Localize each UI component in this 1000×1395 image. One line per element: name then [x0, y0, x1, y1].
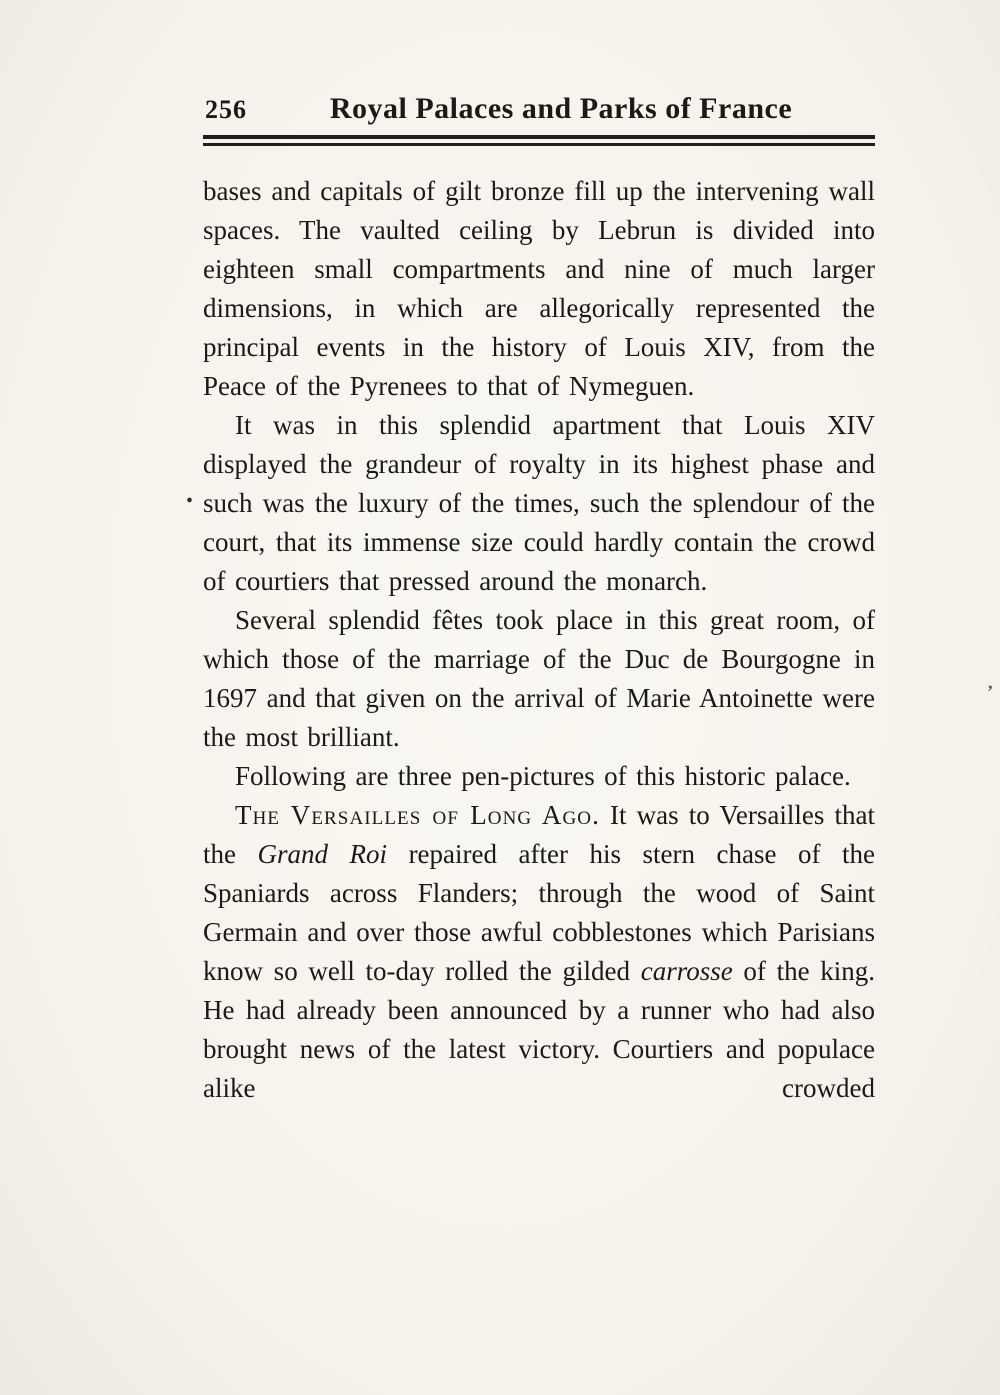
header-double-rule: [203, 135, 875, 146]
text-segment-smallcaps: The Versailles of Long Ago.: [235, 800, 600, 830]
text-segment: Following are three pen-pictures of this historic palace.: [235, 761, 851, 791]
text-block: [203, 92, 875, 1108]
paragraph: [203, 757, 875, 796]
text-segment: Several splendid fêtes took place in this great room, of which those of the marriage of the Duc de Bourgogne in 1697 and that given on the arrival of Marie Antoinette were the most brilliant.: [203, 605, 875, 752]
text-segment-italic: Grand Roi: [257, 839, 388, 869]
paragraph: [203, 601, 875, 757]
left-margin-dot-artifact: .: [186, 478, 193, 509]
text-segment: It was to Versailles that the: [203, 800, 875, 869]
running-head: [203, 92, 875, 126]
paragraph: [203, 796, 875, 1108]
right-edge-mark-artifact: ,: [988, 672, 993, 692]
text-segment: It was in this splendid apartment that Louis XIV displayed the grandeur of royalty in its highest phase and such was the luxury of the times, such the splendour of the court, that its immense size could hardly contain the crowd of courtiers that pressed around the monarch.: [203, 410, 875, 596]
text-segment: bases and capitals of gilt bronze fill up the intervening wall spaces. The vaulted ceiling by Lebrun is divided into eighteen small compartments and nine of much larger dimensions, in which are allegorically represented the principal events in the history of Louis XIV, from the Peace of the Pyrenees to that of Nymeguen.: [203, 176, 875, 401]
text-segment: of the king. He had already been announced by a runner who had also brought news of the latest victory. Courtiers and populace alike crowded: [203, 956, 875, 1103]
paragraph: [203, 172, 875, 406]
page-number: 256: [205, 95, 247, 124]
paragraph: [203, 406, 875, 601]
text-segment: repaired after his stern chase of the Spaniards across Flanders; through the wood of Saint Germain and over those awful cobblestones which Parisians know so well to-day rolled the gilded: [203, 839, 876, 986]
page-title: Royal Palaces and Parks of France: [329, 92, 793, 125]
page-body: [203, 172, 875, 1108]
text-segment-italic: carrosse: [640, 956, 733, 986]
